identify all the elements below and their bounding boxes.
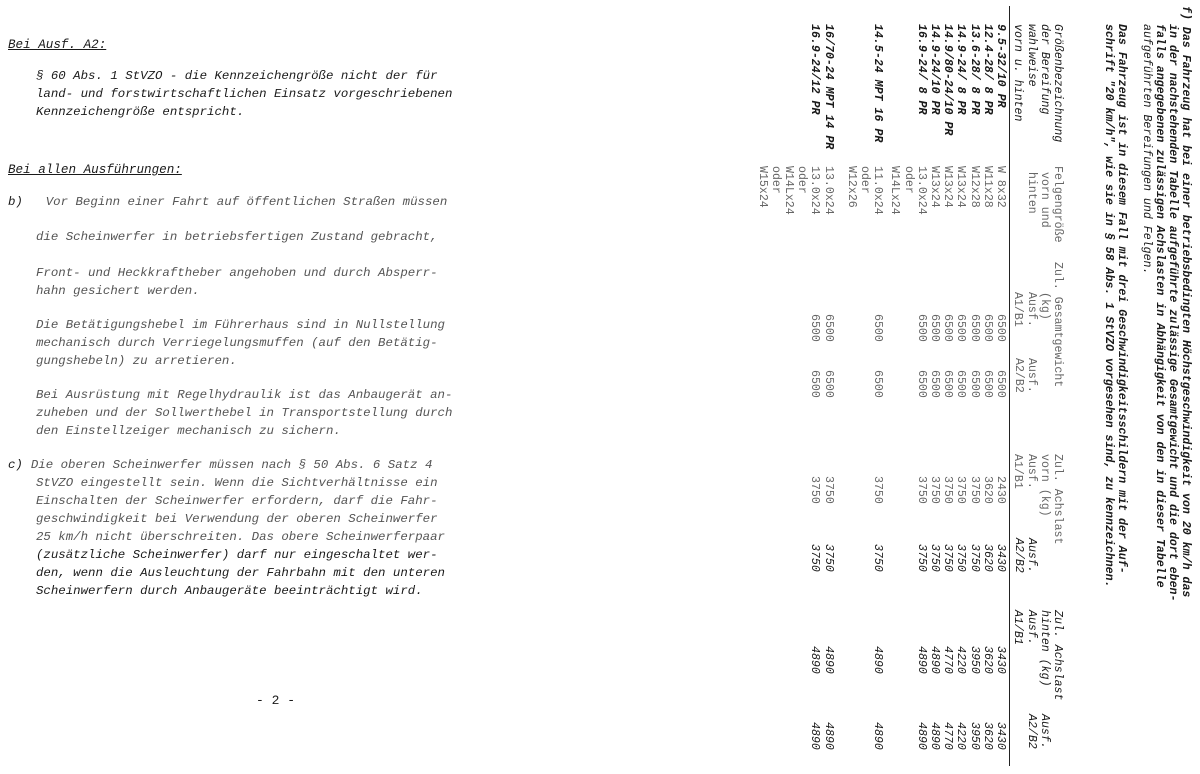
cell-rim: W13x24	[941, 166, 955, 208]
cell-ha2: 4890	[871, 722, 885, 750]
cell-rim: W11x28	[980, 166, 994, 208]
header-front-axle-line: Ausf.	[1024, 454, 1038, 489]
sign-line: schrift "20 km/h", wie sie in § 58 Abs. 1 StVZO vorgesehen sind, zu kennzeichnen.	[1102, 24, 1115, 588]
cell-ha2: 4890	[821, 722, 835, 750]
header-front-axle-2	[1012, 538, 1038, 573]
cell-rim-alt: oder	[768, 166, 782, 194]
cell-gw1: 6500	[980, 314, 994, 342]
cell-va2: 3750	[954, 544, 968, 572]
header-rim	[1024, 166, 1064, 243]
item-b-line5-text: Bei Ausrüstung mit Regelhydraulik ist das Anbaugerät an-	[36, 388, 453, 402]
cell-va1: 3750	[941, 476, 955, 504]
cell-tire: 13.6-28/ 8 PR	[967, 24, 981, 115]
cell-ha2: 4890	[914, 722, 928, 750]
item-b-line5-text: zuheben und der Sollwerthebel in Transportstellung durch	[36, 406, 453, 420]
cell-ha1: 3950	[967, 646, 981, 674]
cell-ha1: 4890	[928, 646, 941, 674]
cell-va2: 3750	[941, 544, 955, 572]
header-rim-line: vorn und	[1037, 172, 1051, 228]
item-b-line2: die Scheinwerfer in betriebsfertigen Zustand gebracht,	[36, 230, 438, 244]
intro-line: falls angegebenen zulässigen Achslasten in Abhängigkeit von den in dieser Tabelle	[1153, 24, 1166, 588]
cell-rim: 13.0x24	[821, 166, 835, 215]
header-tire	[1011, 24, 1064, 142]
header-total-weight-line: Zul. Gesamtgewicht	[1051, 262, 1064, 388]
header-front-axle-line: A1/B1	[1011, 454, 1025, 489]
cell-va1: 3750	[914, 476, 928, 504]
item-b-line4-text: mechanisch durch Verriegelungsmuffen (auf den Betätig-	[36, 336, 438, 350]
cell-tire: 12.4-28/ 8 PR	[980, 24, 994, 115]
header-rear-axle-line: Zul. Achslast	[1051, 610, 1064, 701]
item-b-line5-text: den Einstellzeiger mechanisch zu sichern.	[36, 424, 341, 438]
cell-va1: 3750	[871, 476, 885, 504]
item-b-line1	[8, 193, 447, 211]
item-c-line: geschwindigkeit bei Verwendung der oberen Scheinwerfer	[36, 512, 438, 526]
header-tire-line: Größenbezeichnung	[1051, 24, 1064, 143]
item-b-line5	[36, 386, 452, 440]
cell-va1: 3750	[967, 476, 981, 504]
item-b-line3-text: Front- und Heckkraftheber angehoben und durch Absperr-	[36, 266, 438, 280]
cell-va1: 2430	[994, 476, 1007, 504]
cell-rim: 13.0x24	[808, 166, 822, 215]
cell-gw1: 6500	[821, 314, 835, 342]
cell-tire: 14.9/80-24/10 PR	[941, 24, 955, 136]
cell-rim-alt: W15x24	[755, 166, 769, 208]
item-c-line: 25 km/h nicht überschreiten. Das obere Scheinwerferpaar	[36, 530, 445, 544]
cell-gw2: 6500	[954, 370, 968, 398]
header-total-weight-2-line: Ausf.	[1025, 358, 1038, 393]
cell-ha2: 4890	[928, 722, 941, 750]
cell-va2: 3430	[994, 544, 1007, 572]
cell-va1: 3750	[954, 476, 968, 504]
header-total-weight-line: A1/B1	[1011, 292, 1025, 327]
cell-va1: 3620	[980, 476, 994, 504]
cell-ha1: 4890	[914, 646, 928, 674]
header-front-axle-line: vorn (kg)	[1037, 454, 1051, 517]
cell-va1: 3750	[808, 476, 822, 504]
header-front-axle-2-line: Ausf.	[1025, 538, 1038, 573]
cell-gw1: 6500	[871, 314, 885, 342]
cell-rim-alt: W14Lx24	[888, 166, 902, 215]
item-b-line4	[36, 316, 445, 370]
item-c-line: Scheinwerfern durch Anbaugeräte beeinträchtigt wird.	[36, 584, 423, 598]
item-b-text: Vor Beginn einer Fahrt auf öffentlichen Straßen müssen	[45, 195, 448, 209]
cell-rim: W13x24	[954, 166, 968, 208]
cell-tire: 16/70-24 MPT 14 PR	[821, 24, 835, 150]
table-rule	[1009, 6, 1010, 766]
intro-line: aufgeführten Bereifungen und Felgen.	[1140, 24, 1153, 275]
cell-ha1: 3620	[980, 646, 994, 674]
cell-tire: 14.9-24/ 8 PR	[954, 24, 968, 115]
cell-tire: 14.9-24/10 PR	[928, 24, 941, 115]
header-front-axle	[1011, 454, 1064, 544]
header-total-weight-2	[1012, 358, 1038, 393]
header-rear-axle-2-line: Ausf.	[1038, 714, 1051, 749]
cell-gw1: 6500	[994, 314, 1007, 342]
cell-gw2: 6500	[871, 370, 885, 398]
paragraph-a2-line: Kennzeichengröße entspricht.	[36, 105, 245, 119]
header-total-weight-line: Ausf.	[1024, 292, 1038, 327]
cell-rim-alt: oder	[795, 166, 809, 194]
cell-gw2: 6500	[967, 370, 981, 398]
cell-gw2: 6500	[980, 370, 994, 398]
cell-va1: 3750	[821, 476, 835, 504]
item-b-line4-text: gungshebeln) zu arretieren.	[36, 354, 237, 368]
cell-ha1: 4220	[954, 646, 968, 674]
cell-gw2: 6500	[928, 370, 941, 398]
sign-line: Das Fahrzeug ist in diesem Fall mit drei Geschwindigkeitsschildern mit der Auf-	[1115, 24, 1128, 574]
header-rear-axle-line: hinten (kg)	[1037, 610, 1051, 687]
cell-gw2: 6500	[914, 370, 928, 398]
header-tire-line: der Bereifung	[1037, 24, 1051, 115]
cell-ha2: 4770	[941, 722, 955, 750]
cell-va2: 3750	[808, 544, 822, 572]
header-tire-line: vorn u. hinten	[1011, 24, 1025, 122]
cell-ha1: 4890	[871, 646, 885, 674]
cell-gw1: 6500	[967, 314, 981, 342]
cell-ha2: 4220	[954, 722, 968, 750]
cell-va2: 3750	[914, 544, 928, 572]
cell-rim-alt: oder	[858, 166, 871, 194]
item-c-line: (zusätzliche Scheinwerfer) darf nur eingeschaltet wer-	[36, 548, 438, 562]
cell-rim: 13.0x24	[914, 166, 928, 215]
cell-gw2: 6500	[821, 370, 835, 398]
cell-gw2: 6500	[808, 370, 822, 398]
page-number: - 2 -	[256, 693, 296, 708]
item-c-text: Die oberen Scheinwerfer müssen nach § 50 Abs. 6 Satz 4	[30, 458, 433, 472]
cell-tire: 14.5-24 MPT 16 PR	[871, 24, 885, 143]
header-front-axle-line: Zul. Achslast	[1051, 454, 1064, 545]
intro-line: in der nachstehenden Tabelle aufgeführte zulässige Gesamtgewicht und die dort eben-	[1166, 24, 1179, 602]
header-tire-line: wahlweise	[1024, 24, 1038, 87]
cell-ha2: 3950	[967, 722, 981, 750]
item-b-label: b)	[8, 195, 23, 209]
cell-rim-alt: W14Lx24	[782, 166, 795, 215]
paragraph-a2-line: land- und forstwirtschaftlichen Einsatz vorgeschriebenen	[36, 87, 453, 101]
cell-va2: 3750	[871, 544, 885, 572]
cell-gw1: 6500	[928, 314, 941, 342]
header-total-weight-2-line: A2/B2	[1011, 358, 1025, 393]
cell-rim-alt: W12x26	[844, 166, 858, 208]
header-rear-axle-line: A1/B1	[1011, 610, 1025, 645]
intro-line: f) Das Fahrzeug hat bei einer betriebsbedingten Höchstgeschwindigkeit von 20 km/h das	[1179, 6, 1192, 598]
header-rim-line: hinten	[1024, 172, 1038, 214]
cell-ha1: 4770	[941, 646, 955, 674]
cell-gw1: 6500	[914, 314, 928, 342]
header-rear-axle-line: Ausf.	[1024, 610, 1038, 645]
cell-va1: 3750	[928, 476, 941, 504]
cell-ha1: 3430	[994, 646, 1007, 674]
right-page-rotated	[692, 6, 1192, 768]
cell-ha1: 4890	[821, 646, 835, 674]
cell-va2: 3750	[821, 544, 835, 572]
cell-tire: 16.9-24/12 PR	[808, 24, 822, 115]
paragraph-a2-line: § 60 Abs. 1 StVZO - die Kennzeichengröße nicht der für	[36, 69, 438, 83]
heading-ausf-a2: Bei Ausf. A2:	[8, 38, 107, 52]
header-total-weight-line: (kg)	[1037, 292, 1051, 320]
cell-rim: W12x28	[967, 166, 981, 208]
item-c	[8, 456, 445, 600]
cell-tire: 9.5-32/10 PR	[994, 24, 1007, 108]
item-b-line4-text: Die Betätigungshebel im Führerhaus sind in Nullstellung	[36, 318, 445, 332]
item-c-line	[8, 456, 445, 474]
cell-tire: 16.9-24/ 8 PR	[914, 24, 928, 115]
header-rim-line: Felgengröße	[1051, 166, 1064, 243]
cell-rim-alt: oder	[901, 166, 915, 194]
header-rear-axle	[1011, 610, 1064, 700]
item-b-line3	[36, 264, 438, 300]
cell-rim: W13x24	[928, 166, 941, 208]
cell-gw1: 6500	[941, 314, 955, 342]
item-c-line: den, wenn die Ausleuchtung der Fahrbahn mit den unteren	[36, 566, 445, 580]
item-b-line3-text: hahn gesichert werden.	[36, 284, 200, 298]
cell-rim: 11.0x24	[871, 166, 885, 215]
item-c-line: StVZO eingestellt sein. Wenn die Sichtverhältnisse ein	[36, 476, 438, 490]
cell-va2: 3750	[967, 544, 981, 572]
cell-gw1: 6500	[954, 314, 968, 342]
cell-ha2: 3430	[994, 722, 1007, 750]
cell-ha2: 3620	[980, 722, 994, 750]
cell-rim: W 8x32	[994, 166, 1007, 208]
item-c-label: c)	[8, 458, 23, 472]
cell-gw2: 6500	[994, 370, 1007, 398]
cell-gw2: 6500	[941, 370, 955, 398]
header-rear-axle-2-line: A2/B2	[1024, 714, 1038, 749]
paragraph-a2	[36, 67, 452, 121]
cell-va2: 3750	[928, 544, 941, 572]
heading-all-variants: Bei allen Ausführungen:	[8, 163, 182, 177]
header-front-axle-2-line: A2/B2	[1011, 538, 1025, 573]
header-rear-axle-2	[1025, 714, 1051, 749]
cell-gw1: 6500	[808, 314, 822, 342]
item-c-line: Einschalten der Scheinwerfer erfordern, darf die Fahr-	[36, 494, 438, 508]
cell-va2: 3620	[980, 544, 994, 572]
cell-ha2: 4890	[808, 722, 822, 750]
cell-ha1: 4890	[808, 646, 822, 674]
